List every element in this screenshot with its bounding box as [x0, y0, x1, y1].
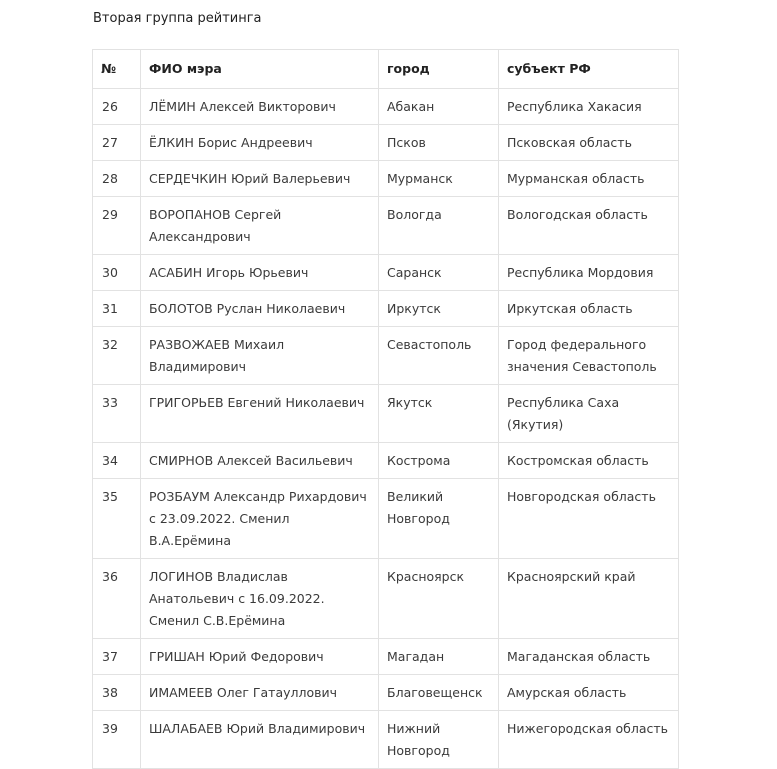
cell-city: Вологда — [379, 197, 499, 255]
cell-city: Саранск — [379, 255, 499, 291]
cell-region: Псковская область — [499, 125, 679, 161]
cell-mayor-name: СЕРДЕЧКИН Юрий Валерьевич — [141, 161, 379, 197]
cell-number: 33 — [93, 385, 141, 443]
cell-city: Абакан — [379, 89, 499, 125]
cell-region: Нижегородская область — [499, 711, 679, 769]
header-number: № — [93, 50, 141, 89]
table-row — [93, 675, 679, 711]
rating-table — [92, 49, 679, 769]
cell-mayor-name: ЁЛКИН Борис Андреевич — [141, 125, 379, 161]
cell-region: Республика Мордовия — [499, 255, 679, 291]
table-row — [93, 385, 679, 443]
cell-number: 35 — [93, 479, 141, 559]
cell-city: Кострома — [379, 443, 499, 479]
cell-number: 31 — [93, 291, 141, 327]
table-row — [93, 443, 679, 479]
cell-number: 34 — [93, 443, 141, 479]
cell-mayor-name: ИМАМЕЕВ Олег Гатауллович — [141, 675, 379, 711]
cell-region: Новгородская область — [499, 479, 679, 559]
cell-region: Красноярский край — [499, 559, 679, 639]
cell-mayor-name: РАЗВОЖАЕВ Михаил Владимирович — [141, 327, 379, 385]
cell-number: 36 — [93, 559, 141, 639]
cell-number: 32 — [93, 327, 141, 385]
cell-region: Город федерального значения Севастополь — [499, 327, 679, 385]
cell-city: Якутск — [379, 385, 499, 443]
cell-region: Костромская область — [499, 443, 679, 479]
header-region: субъект РФ — [499, 50, 679, 89]
table-row — [93, 639, 679, 675]
cell-city: Иркутск — [379, 291, 499, 327]
cell-number: 37 — [93, 639, 141, 675]
cell-mayor-name: БОЛОТОВ Руслан Николаевич — [141, 291, 379, 327]
cell-mayor-name: ЛОГИНОВ Владислав Анатольевич с 16.09.2022. Сменил С.В.Ерёмина — [141, 559, 379, 639]
cell-city: Мурманск — [379, 161, 499, 197]
cell-number: 27 — [93, 125, 141, 161]
table-row — [93, 711, 679, 769]
section-heading: Вторая группа рейтинга — [93, 11, 262, 26]
cell-region: Вологодская область — [499, 197, 679, 255]
table-row — [93, 161, 679, 197]
cell-number: 28 — [93, 161, 141, 197]
cell-mayor-name: ВОРОПАНОВ Сергей Александрович — [141, 197, 379, 255]
header-mayor-name: ФИО мэра — [141, 50, 379, 89]
cell-city: Благовещенск — [379, 675, 499, 711]
cell-region: Мурманская область — [499, 161, 679, 197]
cell-region: Магаданская область — [499, 639, 679, 675]
cell-region: Иркутская область — [499, 291, 679, 327]
cell-number: 29 — [93, 197, 141, 255]
cell-mayor-name: ЛЁМИН Алексей Викторович — [141, 89, 379, 125]
cell-city: Севастополь — [379, 327, 499, 385]
cell-region: Республика Хакасия — [499, 89, 679, 125]
header-city: город — [379, 50, 499, 89]
cell-mayor-name: ГРИШАН Юрий Федорович — [141, 639, 379, 675]
cell-mayor-name: СМИРНОВ Алексей Васильевич — [141, 443, 379, 479]
table-row — [93, 197, 679, 255]
cell-region: Республика Саха (Якутия) — [499, 385, 679, 443]
cell-mayor-name: РОЗБАУМ Александр Рихардович с 23.09.2022. Сменил В.А.Ерёмина — [141, 479, 379, 559]
cell-city: Нижний Новгород — [379, 711, 499, 769]
cell-city: Красноярск — [379, 559, 499, 639]
cell-number: 30 — [93, 255, 141, 291]
table-row — [93, 479, 679, 559]
table-row — [93, 255, 679, 291]
table-row — [93, 125, 679, 161]
cell-number: 39 — [93, 711, 141, 769]
cell-number: 26 — [93, 89, 141, 125]
cell-mayor-name: ГРИГОРЬЕВ Евгений Николаевич — [141, 385, 379, 443]
cell-mayor-name: ШАЛАБАЕВ Юрий Владимирович — [141, 711, 379, 769]
table-header-row — [93, 50, 679, 89]
cell-number: 38 — [93, 675, 141, 711]
table-row — [93, 327, 679, 385]
table-row — [93, 89, 679, 125]
cell-region: Амурская область — [499, 675, 679, 711]
cell-mayor-name: АСАБИН Игорь Юрьевич — [141, 255, 379, 291]
cell-city: Магадан — [379, 639, 499, 675]
cell-city: Псков — [379, 125, 499, 161]
table-row — [93, 291, 679, 327]
cell-city: Великий Новгород — [379, 479, 499, 559]
table-row — [93, 559, 679, 639]
